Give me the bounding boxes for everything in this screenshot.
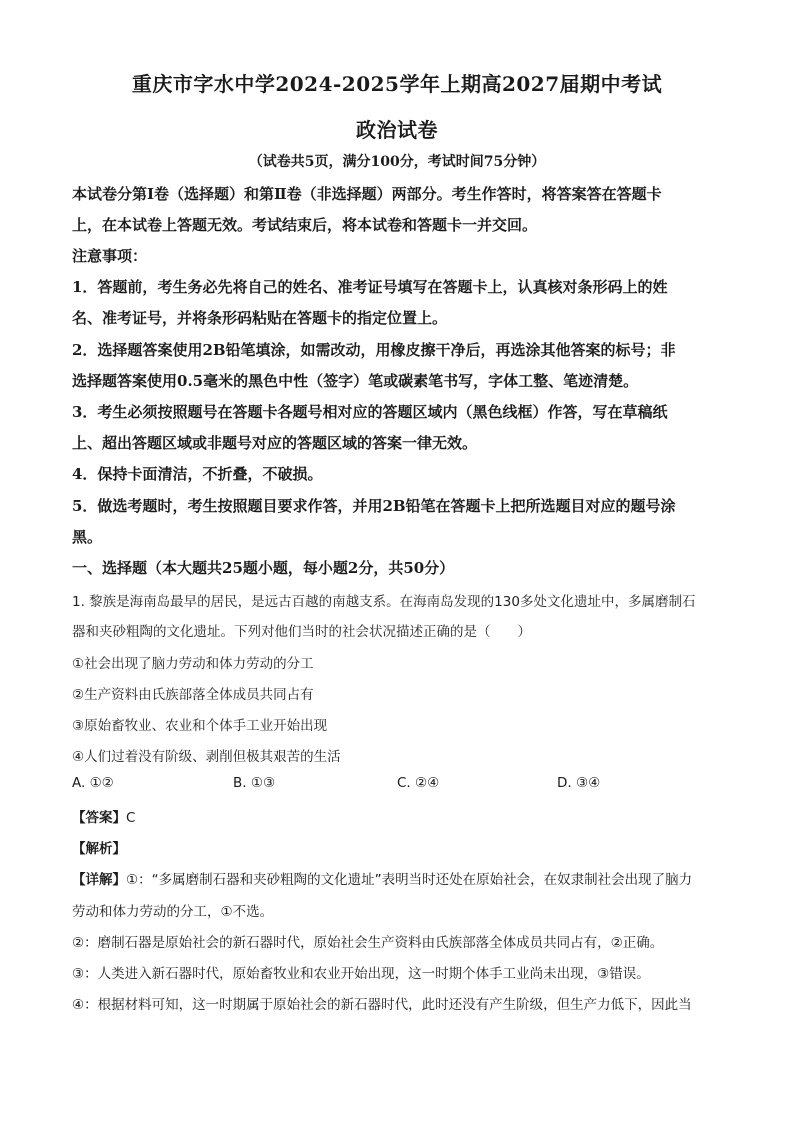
note-3a: 3．考生必须按照题号在答题卡各题号相对应的答题区域内（黑色线框）作答，写在草稿纸 <box>72 403 668 421</box>
detail-3: ③：人类进入新石器时代，原始畜牧业和农业开始出现，这一时期个体手工业尚未出现，③错误。 <box>72 966 650 982</box>
answer-label: 【答案】 <box>72 810 126 826</box>
note-4: 4．保持卡面清洁，不折叠，不破损。 <box>72 465 323 483</box>
statement-3: ③原始畜牧业、农业和个体手工业开始出现 <box>72 718 328 734</box>
detail-1a: ①：“多属磨制石器和夹砂粗陶的文化遗址”表明当时还处在原始社会，在奴隶制社会出现了脑力 <box>126 872 693 888</box>
detail-4: ④：根据材料可知，这一时期属于原始社会的新石器时代，此时还没有产生阶级，但生产力低下，因此当 <box>72 997 692 1013</box>
statement-4: ④人们过着没有阶级、剥削但极其艰苦的生活 <box>72 749 341 765</box>
answer-value: C <box>126 810 136 826</box>
analysis-row <box>72 837 126 857</box>
note-3b: 上、超出答题区域或非题号对应的答题区域的答案一律无效。 <box>72 434 478 452</box>
intro-line-2: 上，在本试卷上答题无效。考试结束后，将本试卷和答题卡一并交回。 <box>72 216 538 234</box>
option-d: D. ③④ <box>557 775 601 791</box>
option-c: C. ②④ <box>397 775 440 791</box>
question-stem-2: 器和夹砂粗陶的文化遗址。下列对他们当时的社会状况描述正确的是（ ） <box>72 624 531 640</box>
option-b: B. ①③ <box>233 775 276 791</box>
statement-2: ②生产资料由氏族部落全体成员共同占有 <box>72 687 314 703</box>
notes-heading: 注意事项： <box>72 247 148 265</box>
option-a: A. ①② <box>72 775 114 791</box>
exam-title: 重庆市字水中学2024-2025学年上期高2027届期中考试 <box>131 72 663 96</box>
analysis-label: 【解析】 <box>72 841 126 857</box>
note-5a: 5．做选考题时，考生按照题目要求作答，并用2B铅笔在答题卡上把所选题目对应的题号涂 <box>72 497 676 515</box>
detail-1b: 劳动和体力劳动的分工，①不选。 <box>72 904 274 920</box>
note-2a: 2．选择题答案使用2B铅笔填涂，如需改动，用橡皮擦干净后，再选涂其他答案的标号；非 <box>72 341 676 359</box>
question-stem-1: 1. 黎族是海南岛最早的居民，是远古百越的南越支系。在海南岛发现的130多处文化遗址中，多属磨制石 <box>72 594 696 610</box>
answer-row <box>72 806 135 826</box>
note-2b: 选择题答案使用0.5毫米的黑色中性（签字）笔或碳素笔书写，字体工整、笔迹清楚。 <box>72 372 639 390</box>
exam-subject: 政治试卷 <box>356 118 438 142</box>
detail-2: ②：磨制石器是原始社会的新石器时代，原始社会生产资料由氏族部落全体成员共同占有，②正确。 <box>72 935 664 951</box>
statement-1: ①社会出现了脑力劳动和体力劳动的分工 <box>72 656 314 672</box>
note-5b: 黑。 <box>72 528 103 546</box>
note-1a: 1．答题前，考生务必先将自己的姓名、准考证号填写在答题卡上，认真核对条形码上的姓 <box>72 278 668 296</box>
exam-meta: （试卷共5页，满分100分，考试时间75分钟） <box>248 154 546 170</box>
section-heading: 一、选择题（本大题共25题小题，每小题2分，共50分） <box>72 559 455 577</box>
intro-line-1: 本试卷分第Ⅰ卷（选择题）和第Ⅱ卷（非选择题）两部分。考生作答时，将答案答在答题卡 <box>72 185 662 203</box>
detail-row-1a <box>72 868 692 888</box>
note-1b: 名、准考证号，并将条形码粘贴在答题卡的指定位置上。 <box>72 309 448 327</box>
detail-label: 【详解】 <box>72 872 126 888</box>
